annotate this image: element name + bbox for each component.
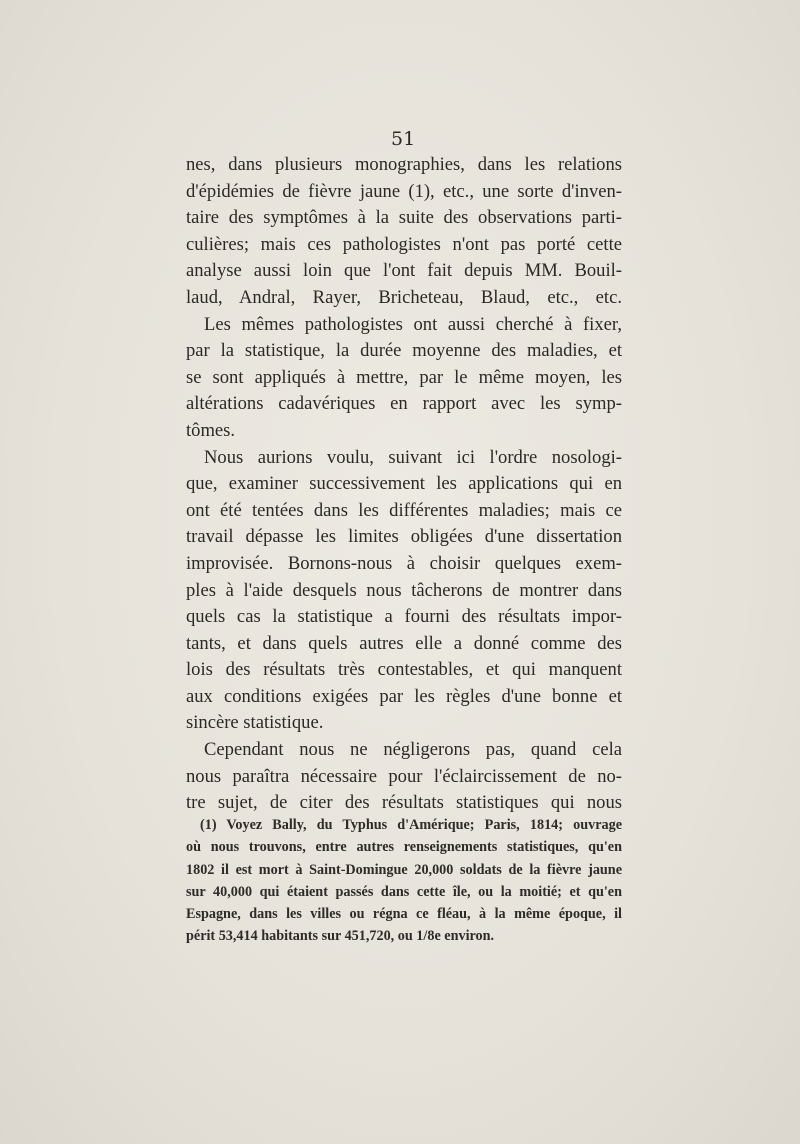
text-line: aux conditions exigées par les règles d'une bonne et (186, 685, 622, 707)
text-line: taire des symptômes à la suite des observations parti- (186, 207, 622, 229)
footnote-line: Espagne, dans les villes ou régna ce fléau, à la même époque, il (186, 906, 622, 923)
text-line: nes, dans plusieurs monographies, dans les relations (186, 154, 622, 175)
text-line: Nous aurions voulu, suivant ici l'ordre nosologi- (204, 446, 622, 468)
text-line: sincère statistique. (186, 712, 324, 734)
text-line: altérations cadavériques en rapport avec les symp- (186, 393, 622, 415)
footnote-line: sur 40,000 qui étaient passés dans cette île, ou la moitié; et qu'en (186, 883, 622, 900)
text-line: travail dépasse les limites obligées d'une dissertation (186, 526, 622, 548)
text-line: nous paraîtra nécessaire pour l'éclaircissement de no- (186, 765, 622, 787)
footnote-line: où nous trouvons, entre autres renseignements statistiques, qu'en (186, 839, 622, 856)
page-number: 51 (391, 128, 416, 150)
text-line: tants, et dans quels autres elle a donné comme des (186, 632, 622, 654)
text-line: laud, Andral, Rayer, Bricheteau, Blaud, etc., etc. (186, 286, 622, 308)
text-line: analyse aussi loin que l'ont fait depuis MM. Bouil- (186, 260, 622, 282)
text-line: Cependant nous ne négligerons pas, quand cela (204, 739, 622, 761)
text-line: improvisée. Bornons-nous à choisir quelques exem- (186, 552, 622, 574)
text-line: ples à l'aide desquels nous tâcherons de montrer dans (186, 579, 622, 601)
text-line: quels cas la statistique a fourni des résultats impor- (186, 606, 622, 628)
text-line: lois des résultats très contestables, et qui manquent (186, 659, 622, 681)
text-line: culières; mais ces pathologistes n'ont pas porté cette (186, 233, 622, 255)
body-text (186, 152, 622, 817)
text-line: Les mêmes pathologistes ont aussi cherché à fixer, (204, 313, 622, 335)
text-line: d'épidémies de fièvre jaune (1), etc., une sorte d'inven- (186, 180, 622, 202)
text-line: que, examiner successivement les applications qui en (186, 473, 622, 495)
text-line: tre sujet, de citer des résultats statistiques qui nous (186, 792, 622, 814)
text-line: se sont appliqués à mettre, par le même moyen, les (186, 366, 622, 388)
footnote (186, 814, 622, 948)
text-line: tômes. (186, 419, 236, 441)
footnote-line: (1) Voyez Bally, du Typhus d'Amérique; Paris, 1814; ouvrage (200, 817, 622, 833)
footnote-line: périt 53,414 habitants sur 451,720, ou 1/8e environ. (186, 928, 495, 945)
text-line: par la statistique, la durée moyenne des maladies, et (186, 340, 622, 362)
text-line: ont été tentées dans les différentes maladies; mais ce (186, 499, 622, 521)
footnote-line: 1802 il est mort à Saint-Domingue 20,000 soldats de la fièvre jaune (186, 861, 622, 878)
